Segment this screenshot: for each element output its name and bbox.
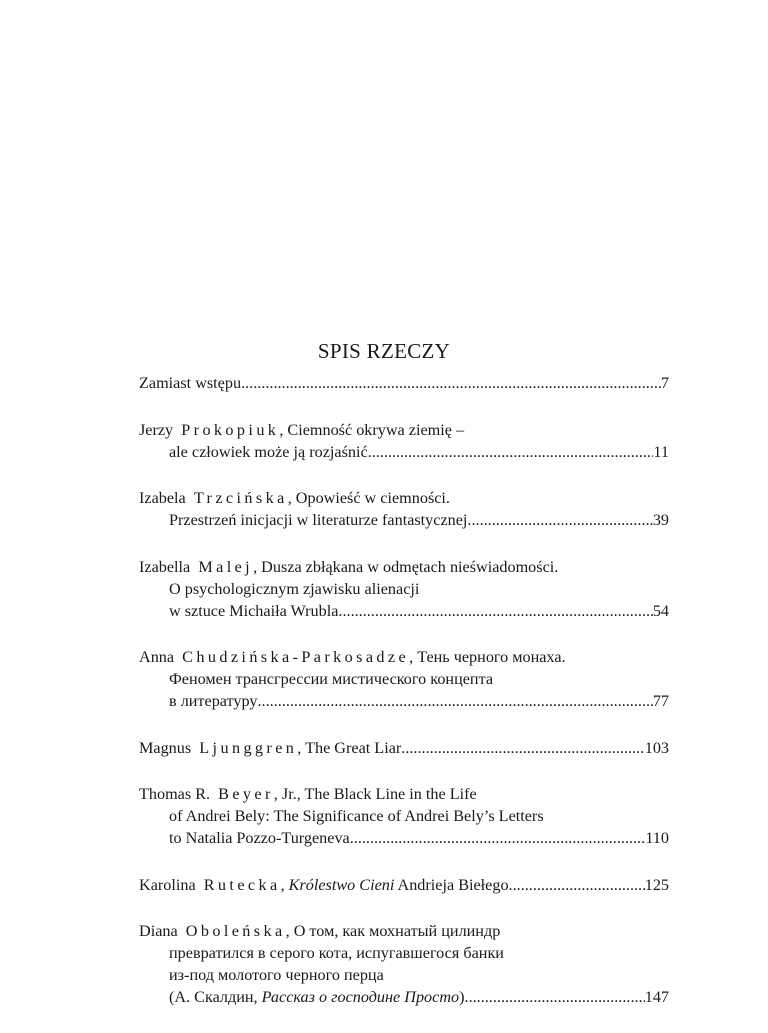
entry-title-continued: в литературу <box>169 692 258 710</box>
leader-dots <box>401 737 644 759</box>
toc-entry[interactable] <box>139 646 669 712</box>
toc-line <box>139 874 669 896</box>
leader-dots <box>368 441 654 463</box>
toc-line: Феномен трансгрессии мистического концепта <box>169 670 494 688</box>
author-last-name: Oboleńska <box>185 922 286 940</box>
italic-title: Рассказ о господине Просто <box>261 988 460 1006</box>
entry-title-continued: to Natalia Pozzo-Turgeneva <box>169 829 350 847</box>
entry-title: , Ciemność okrywa ziemię – <box>279 420 465 439</box>
toc-line <box>139 509 669 531</box>
leader-dots <box>338 600 652 622</box>
toc-entry[interactable] <box>139 920 669 1008</box>
toc-line: из-под молотого черного перца <box>169 966 384 984</box>
entry-title-continued: ale człowiek może ją rozjaśnić <box>169 442 368 461</box>
entry-title-text: Andrieja Biełego <box>394 875 509 894</box>
leader-dots <box>465 986 645 1008</box>
entry-title-text: ) <box>459 988 465 1006</box>
toc-entry[interactable] <box>139 556 669 622</box>
entry-title-continued: Przestrzeń inicjacji w literaturze fantastycznej <box>169 511 468 529</box>
author-last-name: Beyer <box>218 785 274 803</box>
page-number: 147 <box>644 988 669 1006</box>
page-number: 11 <box>653 442 669 461</box>
toc-line <box>139 920 669 942</box>
page-number: 7 <box>660 374 669 392</box>
author-first-name: Izabela <box>139 489 186 507</box>
entry-title-continued <box>169 986 465 1008</box>
toc-line <box>139 441 669 463</box>
page-number: 110 <box>645 829 669 847</box>
toc-line <box>139 986 669 1008</box>
toc-line: O psychologicznym zjawisku alienacji <box>169 579 420 598</box>
author-first-name: Karolina <box>139 875 196 894</box>
entry-title <box>139 737 401 759</box>
toc-entry[interactable] <box>139 487 669 531</box>
toc-entry[interactable] <box>139 419 669 463</box>
author-last-name: Prokopiuk <box>181 420 280 439</box>
entry-title-text: (А. Скалдин, <box>169 988 262 1006</box>
toc-line <box>139 487 669 509</box>
toc-line <box>139 419 669 441</box>
page-title: SPIS RZECZY <box>317 339 451 363</box>
italic-title: Królestwo Cieni <box>288 875 395 894</box>
author-last-name: Malej <box>198 557 254 576</box>
page-number: 54 <box>652 601 669 620</box>
author-last-name: Rutecka <box>203 875 281 894</box>
toc-line <box>139 600 669 622</box>
entry-title: , Jr., The Black Line in the Life <box>273 785 477 803</box>
entry-title: , Dusza zbłąkana w odmętach nieświadomości. <box>253 557 559 576</box>
author-last-name: Ljunggren <box>199 738 298 757</box>
entry-title: Zamiast wstępu <box>139 374 242 392</box>
page-number: 39 <box>652 511 669 529</box>
table-of-contents <box>139 372 669 1033</box>
entry-title-text: , The Great Liar <box>297 738 402 757</box>
toc-line <box>139 690 669 712</box>
toc-line <box>139 556 669 578</box>
author-last-name: Trzcińska <box>193 489 288 507</box>
author-first-name: Anna <box>139 648 175 666</box>
entry-title-continued: w sztuce Michaiła Wrubla <box>169 601 339 620</box>
author-first-name: Diana <box>139 922 178 940</box>
toc-entry[interactable] <box>139 874 669 896</box>
toc-line: превратился в серого кота, испугавшегося банки <box>169 944 504 962</box>
entry-title: , Opowieść w ciemności. <box>287 489 450 507</box>
toc-entry[interactable] <box>139 783 669 849</box>
leader-dots <box>467 509 652 531</box>
toc-line <box>139 827 669 849</box>
author-first-name: Jerzy <box>139 420 174 439</box>
toc-entry[interactable] <box>139 372 669 394</box>
author-last-name: Chudzińska-Parkosadze <box>182 648 410 666</box>
entry-title: , О том, как мохнатый цилиндр <box>285 922 501 940</box>
entry-title <box>139 874 509 896</box>
leader-dots <box>257 690 652 712</box>
separator: , <box>280 875 289 894</box>
page-number: 103 <box>644 738 669 757</box>
leader-dots <box>241 372 661 394</box>
toc-line <box>139 783 669 805</box>
toc-line: of Andrei Bely: The Significance of Andrei Bely’s Letters <box>169 807 544 825</box>
leader-dots <box>350 827 646 849</box>
page-number: 77 <box>652 692 669 710</box>
toc-line <box>139 737 669 759</box>
toc-line <box>139 372 669 394</box>
leader-dots <box>509 874 645 896</box>
entry-title: , Тень черного монаха. <box>409 648 566 666</box>
toc-entry[interactable] <box>139 737 669 759</box>
author-first-name: Magnus <box>139 738 192 757</box>
author-first-name: Thomas R. <box>139 785 211 803</box>
toc-line <box>139 646 669 668</box>
author-first-name: Izabella <box>139 557 191 576</box>
page-number: 125 <box>644 875 669 894</box>
